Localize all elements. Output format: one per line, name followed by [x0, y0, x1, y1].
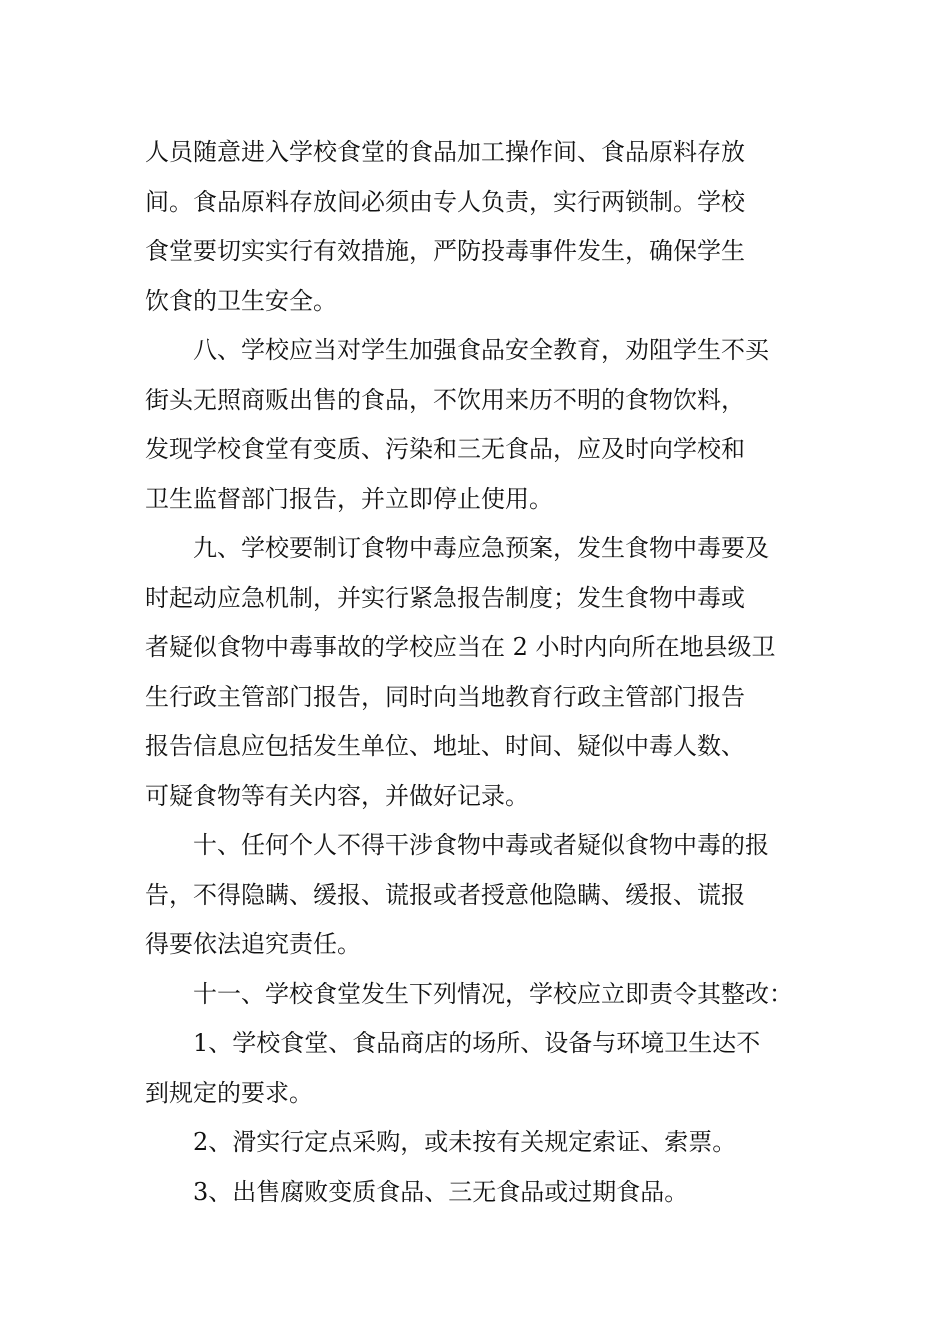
text-line: 时起动应急机制，并实行紧急报告制度；发生食物中毒或 — [145, 583, 745, 612]
text-line: 者疑似食物中毒事故的学校应当在 2 小时内向所在地县级卫 — [145, 633, 776, 661]
list-item-1: 1、学校食堂、食品商店的场所、设备与环境卫生达不 — [193, 1029, 761, 1057]
text-line: 报告信息应包括发生单位、地址、时间、疑似中毒人数、 — [145, 732, 745, 760]
text-line: 卫生监督部门报告，并立即停止使用。 — [145, 484, 553, 513]
text-line: 到规定的要求。 — [145, 1078, 313, 1107]
paragraph-11-start: 十一、学校食堂发生下列情况，学校应立即责令其整改： — [193, 979, 793, 1008]
text-line: 人员随意进入学校食堂的食品加工操作间、食品原料存放 — [145, 138, 745, 166]
text-line: 生行政主管部门报告，同时向当地教育行政主管部门报告 — [145, 682, 745, 711]
list-item-2: 2、滑实行定点采购，或未按有关规定索证、索票。 — [193, 1128, 737, 1156]
list-item-3: 3、出售腐败变质食品、三无食品或过期食品。 — [193, 1177, 689, 1206]
text-line: 街头无照商贩出售的食品，不饮用来历不明的食物饮料， — [145, 385, 745, 414]
document-page — [145, 128, 810, 1217]
text-line: 食堂要切实实行有效措施，严防投毒事件发生，确保学生 — [145, 237, 745, 265]
text-line: 得要依法追究责任。 — [145, 930, 361, 958]
text-line: 可疑食物等有关内容，并做好记录。 — [145, 781, 529, 810]
text-line: 饮食的卫生安全。 — [145, 286, 337, 315]
text-line: 间。食品原料存放间必须由专人负责，实行两锁制。学校 — [145, 187, 745, 216]
text-line: 发现学校食堂有变质、污染和三无食品，应及时向学校和 — [145, 435, 745, 463]
paragraph-8-start: 八、学校应当对学生加强食品安全教育，劝阻学生不买 — [193, 336, 769, 364]
text-line: 告，不得隐瞒、缓报、谎报或者授意他隐瞒、缓报、谎报 — [145, 880, 745, 909]
paragraph-9-start: 九、学校要制订食物中毒应急预案，发生食物中毒要及 — [193, 534, 769, 562]
paragraph-10-start: 十、任何个人不得干涉食物中毒或者疑似食物中毒的报 — [193, 831, 769, 859]
